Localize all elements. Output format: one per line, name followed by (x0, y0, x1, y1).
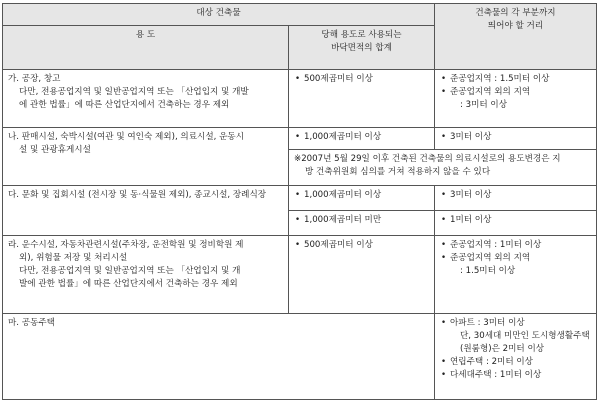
distance-text: • 1미터 이상 (440, 214, 591, 227)
distance-text: • 준공업지역 외의 지역 (440, 86, 591, 99)
note-text: ※2007년 5월 29일 이후 건축된 건축물의 의료시설로의 용도변경은 지 (294, 154, 561, 164)
note-cell (289, 150, 597, 186)
distance-text: • 준공업지역 : 1미터 이상 (440, 239, 591, 252)
use-text: 마. 공동주택 (8, 318, 55, 328)
use-cell-apartment (3, 314, 435, 400)
use-text: 다만, 전용공업지역 및 일반공업지역 또는 「산업입지 및 개 (19, 266, 241, 276)
note-text: 방 건축위원회 심의를 거쳐 적용하지 않을 수 있다 (305, 167, 491, 177)
area-cell (289, 186, 435, 211)
header-distance-line1: 건축물의 각 부분까지 (475, 8, 556, 18)
distance-cell (435, 128, 597, 150)
distance-text: • 3미터 이상 (440, 189, 591, 202)
use-text: 발에 관한 법률」에 따른 산업단지에서 건축하는 경우 제외 (19, 279, 238, 289)
table-header-row (3, 4, 597, 26)
table-row (3, 236, 597, 314)
area-text: • 1,000제곱미터 미만 (294, 214, 429, 227)
use-cell-sales (3, 128, 289, 186)
area-cell (289, 211, 435, 236)
distance-text: • 준공업지역 : 1.5미터 이상 (440, 73, 591, 86)
distance-cell (435, 236, 597, 314)
distance-cell (435, 70, 597, 128)
header-use: 용 도 (3, 26, 289, 70)
area-cell (289, 236, 435, 314)
use-cell-transport (3, 236, 289, 314)
use-text: 다만, 전용공업지역 및 일반공업지역 또는 「산업입지 및 개발 (19, 87, 249, 97)
header-area-line1: 당해 용도로 사용되는 (321, 30, 402, 40)
table-row (3, 186, 597, 211)
area-text: • 500제곱미터 이상 (294, 239, 429, 252)
use-cell-culture (3, 186, 289, 236)
distance-cell (435, 186, 597, 211)
distance-text: • 3미터 이상 (440, 131, 591, 144)
area-cell (289, 70, 435, 128)
area-text: • 500제곱미터 이상 (294, 73, 429, 86)
header-target-building: 대상 건축물 (3, 4, 435, 26)
area-text: • 1,000제곱미터 이상 (294, 131, 429, 144)
header-distance-line2: 띄어야 할 거리 (487, 21, 544, 31)
table-row (3, 128, 597, 150)
header-area-line2: 바닥면적의 합계 (331, 43, 392, 53)
use-text: 가. 공장, 창고 (8, 74, 61, 84)
distance-text: • 연립주택 : 2미터 이상 (440, 356, 591, 369)
use-cell-factory (3, 70, 289, 128)
distance-text: • 준공업지역 외의 지역 (440, 252, 591, 265)
header-distance (435, 4, 597, 70)
area-text: • 1,000제곱미터 이상 (294, 189, 429, 202)
distance-text: 단, 30세대 미만인 도시형생활주택 (460, 331, 590, 341)
header-area-total (289, 26, 435, 70)
distance-text: • 다세대주택 : 1미터 이상 (440, 369, 591, 382)
use-text: 라. 운수시설, 자동차관련시설(주차장, 운전학원 및 정비학원 제 (8, 240, 244, 250)
building-setback-table (2, 3, 597, 400)
use-text: 다. 문화 및 집회시설 (전시장 및 동·식물원 제외), 종교시설, 장례식장 (8, 190, 267, 200)
distance-text: (원룸형)은 2미터 이상 (460, 344, 545, 354)
distance-cell (435, 211, 597, 236)
area-cell (289, 128, 435, 150)
table-row (3, 314, 597, 400)
distance-text: • 아파트 : 3미터 이상 (440, 317, 591, 330)
distance-text: : 1.5미터 이상 (460, 266, 516, 276)
use-text: 에 관한 법률」에 따른 산업단지에서 건축하는 경우 제외 (19, 100, 230, 110)
use-text: 외), 위험물 저장 및 처리시설 (19, 253, 128, 263)
table-row (3, 70, 597, 128)
distance-cell (435, 314, 597, 400)
use-text: 나. 판매시설, 숙박시설(여관 및 여인숙 제외), 의료시설, 운동시 (8, 132, 244, 142)
distance-text: : 3미터 이상 (460, 100, 508, 110)
use-text: 설 및 관광휴게시설 (19, 145, 91, 155)
